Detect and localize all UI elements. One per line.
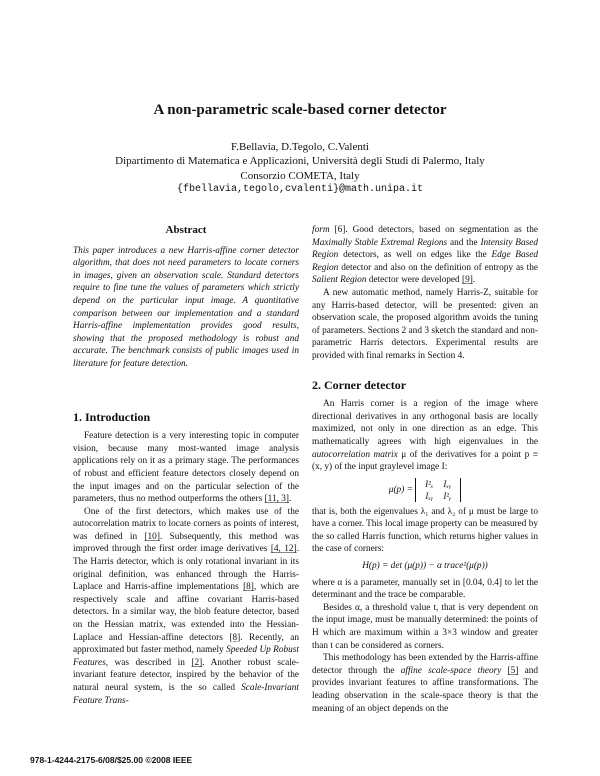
harris-function-equation: H(p) = det (μ(p)) − α trace²(μ(p)) [362, 561, 488, 572]
citation-link[interactable]: [5] [507, 665, 519, 676]
corner-paragraph-3: where α is a parameter, manually set in [0.04, 0.4] to let the determinant and the trace be comparable. [312, 577, 538, 601]
citation-link[interactable]: [9] [462, 275, 473, 286]
author-names: F.Bellavia, D.Tegolo, C.Valenti [231, 141, 369, 153]
author-block [0, 140, 600, 197]
corner-paragraph-1: An Harris corner is a region of the image where directional derivatives in any orthogonal basis are locally maximized, not only in one direction as an edge. This mathematically agrees with high eigenvalues in the autocorrelation matrix μ of the derivatives for a point p ≡ (x, y) of the input graylevel image I: [312, 399, 538, 473]
paper-title: A non-parametric scale-based corner detector [153, 102, 447, 118]
corner-paragraph-2: that is, both the eigenvalues λ₁ and λ₂ of μ must be large to have a corner. This local image property can be measured by the so called Harris function, which returns higher values in the case of corners: [312, 506, 538, 555]
introduction-heading: 1. Introduction [73, 409, 151, 424]
harris-z-paragraph: A new automatic method, namely Harris-Z, suitable for any Harris-based detector, will be presented: given an observation scale, the proposed algorithm avoids the tuning of parameters. Sections 2 and 3 sketch the standard and non-parametric Harris detectors. Experimental results are provided with final remarks in Section 4. [312, 287, 538, 361]
citation-link[interactable]: [4, 12] [270, 544, 297, 555]
right-column [312, 224, 538, 715]
affiliation-consortium: Consorzio COMETA, Italy [240, 169, 360, 182]
author-email: {fbellavia,tegolo,cvalenti}@math.unipa.it [176, 183, 424, 195]
affiliation-university: Dipartimento di Matematica e Applicazioni, Università degli Studi di Palermo, Italy [115, 155, 485, 168]
corner-detector-heading: 2. Corner detector [312, 377, 407, 392]
copyright-footer: 978-1-4244-2175-6/08/$25.00 ©2008 IEEE [30, 755, 193, 765]
citation-link[interactable]: [10] [144, 531, 160, 542]
autocorrelation-equation: μ(p) = I²ₓ Iₓᵧ Iₓᵧ I²ᵧ [312, 478, 538, 502]
corner-paragraph-4: Besides α, a threshold value t, that is very dependent on the input image, must be manually determined: the points of H which are maximum within a 3×3 window and greater than t can be considered as corners. [312, 602, 538, 651]
intro-paragraph-1: Feature detection is a very interesting topic in computer vision, because many most-wanted image analysis applications rely on it as a primary stage. The performances of robust and efficient feature detectors closely depend on the input images and on the particular selection of the parameters, thus no method outperforms the others [11, 3]. [73, 431, 299, 505]
corner-paragraph-5: This methodology has been extended by the Harris-affine detector through the affine scale-space theory [5] and provides invariant features to affine transformations. The leading observation in the scale-space theory is that the meaning of an object depends on the [312, 653, 538, 714]
abstract-text: This paper introduces a new Harris-affine corner detector algorithm, that does not need parameters to locate corners in images, given an observation scale. Standard detectors require to fine tune the values of parameters which strictly depend on the particular input image. A quantitative comparison between our implementation and a standard Harris-affine implementation provides good results, showing that the proposed methodology is robust and accurate. The benchmark consists of public images used in literature for feature detection. [73, 245, 299, 369]
left-column [73, 224, 299, 707]
citation-link[interactable]: [8] [229, 632, 241, 643]
right-continuation-paragraph: form [6]. Good detectors, based on segmentation as the Maximally Stable Extremal Regions and the Intensity Based Region detectors, as well on edges like the Edge Based Region detector and also on the definition of entropy as the Salient Region detector were developed [9]. [312, 225, 539, 286]
citation-link[interactable]: [11, 3] [264, 494, 290, 505]
citation-link[interactable]: [8] [243, 582, 254, 593]
abstract-heading: Abstract [165, 224, 207, 236]
autocorrelation-matrix: I²ₓ Iₓᵧ Iₓᵧ I²ᵧ [415, 478, 461, 502]
intro-paragraph-2: One of the first detectors, which makes use of the autocorrelation matrix to locate corners as points of interest, was defined in [10]. Subsequently, this method was improved through the first order image derivatives [4, 12]. The Harris detector, which is only rotational invariant in its original definition, was enhanced through the Harris-Laplace and Harris-affine implementations [8], which are respectively scale and affine covariant Harris-based detectors. In a similar way, the blob feature detector, based on the Hessian matrix, was extended into the Hessian-Laplace and Hessian-affine detectors [8]. Recently, an approximated but faster method, namely Speeded Up Robust Features, was described in [2]. Another robust scale-invariant feature detector, inspired by the behavior of the natural neural system, is the so called Scale-Invariant Feature Trans- [73, 506, 300, 706]
citation-link[interactable]: [2] [191, 657, 203, 668]
